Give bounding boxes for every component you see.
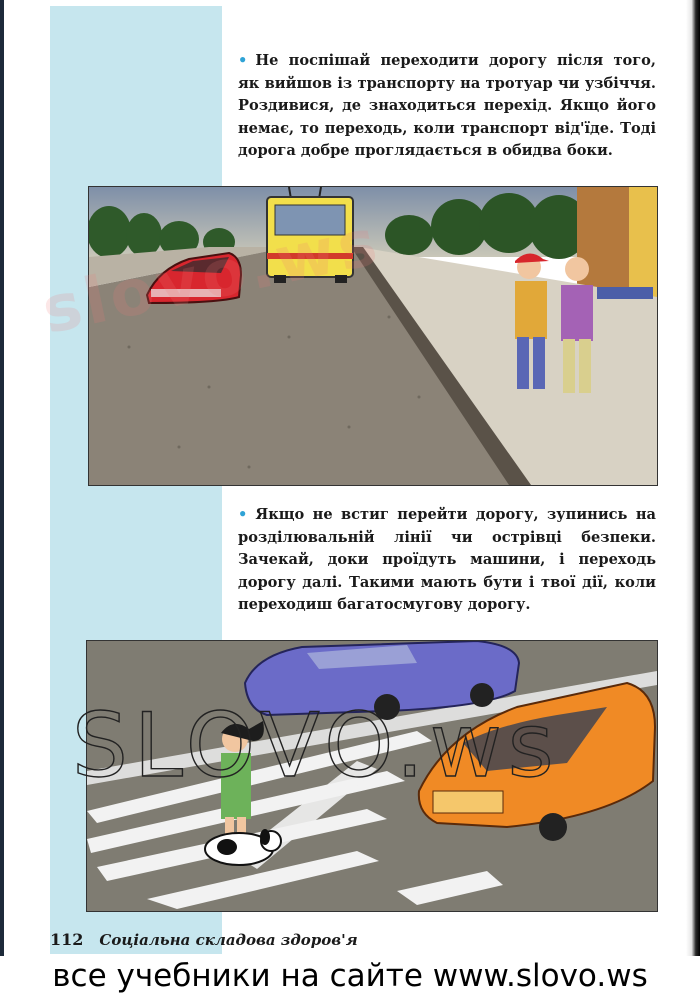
running-title: Соціальна складова здоров'я	[99, 931, 358, 949]
page-footer	[50, 930, 358, 956]
site-banner: все учебники на сайте www.slovo.ws	[0, 956, 700, 996]
paragraph-1-text: Не поспішай переходити дорогу після того, як вийшов із транспорту на тротуар чи узбіччя. Роздивися, де знаходиться перехід. Якщо його немає, то переходь, коли транспорт від'їде. Тоді дорога добре проглядається в обидва боки.	[238, 52, 656, 159]
page-edge	[0, 0, 4, 996]
page-number: 112	[50, 930, 84, 949]
paragraph-2-text: Якщо не встиг перейти дорогу, зупинись на розділювальній лінії чи острівці безпеки. Зачекай, доки проїдуть машини, і переходь дорогу далі. Такими мають бути і твої дії, коли переходиш багатосмугову дорогу.	[238, 506, 656, 613]
illustration-bus-stop	[88, 186, 658, 486]
paragraph-1	[238, 50, 656, 163]
bullet-icon: •	[238, 506, 248, 523]
paragraph-2	[238, 504, 656, 617]
page-edge	[686, 0, 700, 996]
illustration-crosswalk	[86, 640, 658, 912]
bullet-icon: •	[238, 52, 248, 69]
